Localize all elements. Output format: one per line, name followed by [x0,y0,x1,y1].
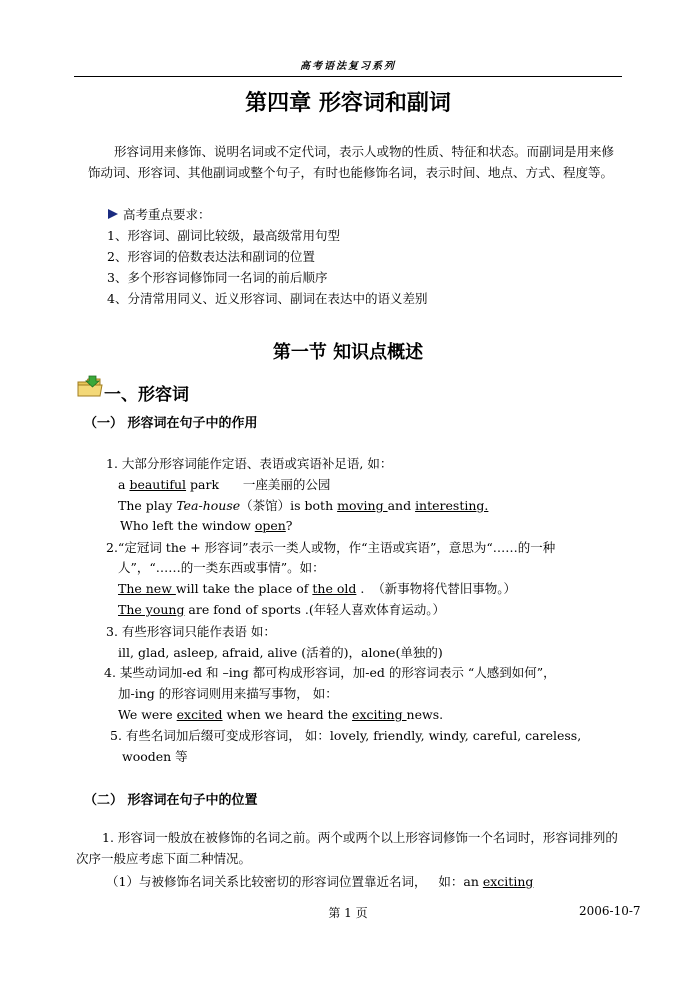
example-line: a beautiful park 一座美丽的公园 [118,477,331,492]
subsection-title: （二） 形容词在句子中的位置 [84,793,258,808]
subsection-title: （一） 形容词在句子中的作用 [84,416,258,431]
triangle-bullet-icon [107,208,119,220]
folder-icon [76,374,104,404]
rule-4: 4. 某些动词加-ed 和 –ing 都可构成形容词，加-ed 的形容词表示 “人感到如何”， [104,665,556,680]
part-title: 一、形容词 [104,385,189,405]
requirements-heading: 高考重点要求： [107,206,211,223]
example-line: We were excited when we heard the exciting news. [118,707,444,722]
requirement-item: 3、多个形容词修饰同一名词的前后顺序 [107,270,328,285]
rule-3: 3. 有些形容词只能作表语 如： [106,624,276,639]
header-rule [74,76,622,77]
running-header: 高考语法复习系列 [300,61,396,72]
example-line: Who left the window open? [120,518,293,533]
footer-date: 2006-10-7 [579,904,641,918]
requirement-item: 2、形容词的倍数表达法和副词的位置 [107,249,315,264]
rule-position-1: 1. 形容词一般放在被修饰的名词之前。两个或两个以上形容词修饰一个名词时，形容词排列的次序一般应考虑下面二种情况。 [76,830,618,866]
chapter-title: 第四章 形容词和副词 [245,91,451,116]
rule-5-cont: wooden 等 [122,749,188,764]
intro-paragraph: 形容词用来修饰、说明名词或不定代词，表示人或物的性质、特征和状态。而副词是用来修饰动词、形容词、其他副词或整个句子，有时也能修饰名词，表示时间、地点、方式、程度等。 [88,144,615,180]
rule-position-1-1: （1）与被修饰名词关系比较密切的形容词位置靠近名词， 如：an exciting [106,874,534,889]
section-title: 第一节 知识点概述 [272,342,424,363]
example-line: The play Tea-house（茶馆）is both moving and interesting. [118,498,489,513]
rule-1: 1. 大部分形容词能作定语、表语或宾语补足语, 如： [106,456,393,471]
example-line: The new will take the place of the old . （新事物将代替旧事物。） [118,581,517,596]
rule-2: 2.“定冠词 the + 形容词”表示一类人或物，作“主语或宾语”，意思为“……的一种 [106,540,556,555]
rule-2-cont: 人”，“……的一类东西或事情”。如： [118,560,325,575]
example-line: The young are fond of sports .(年轻人喜欢体育运动。） [118,602,445,617]
page-number: 第 1 页 [328,906,368,920]
requirement-item: 4、分清常用同义、近义形容词、副词在表达中的语义差别 [107,291,428,306]
rule-4-cont: 加-ing 的形容词则用来描写事物， 如： [118,686,338,701]
example-line: ill, glad, asleep, afraid, alive (活着的)，alone(单独的) [118,645,443,660]
rule-5: 5. 有些名词加后缀可变成形容词， 如：lovely, friendly, windy, careful, careless, [110,728,582,743]
requirement-item: 1、形容词、副词比较级，最高级常用句型 [107,228,340,243]
